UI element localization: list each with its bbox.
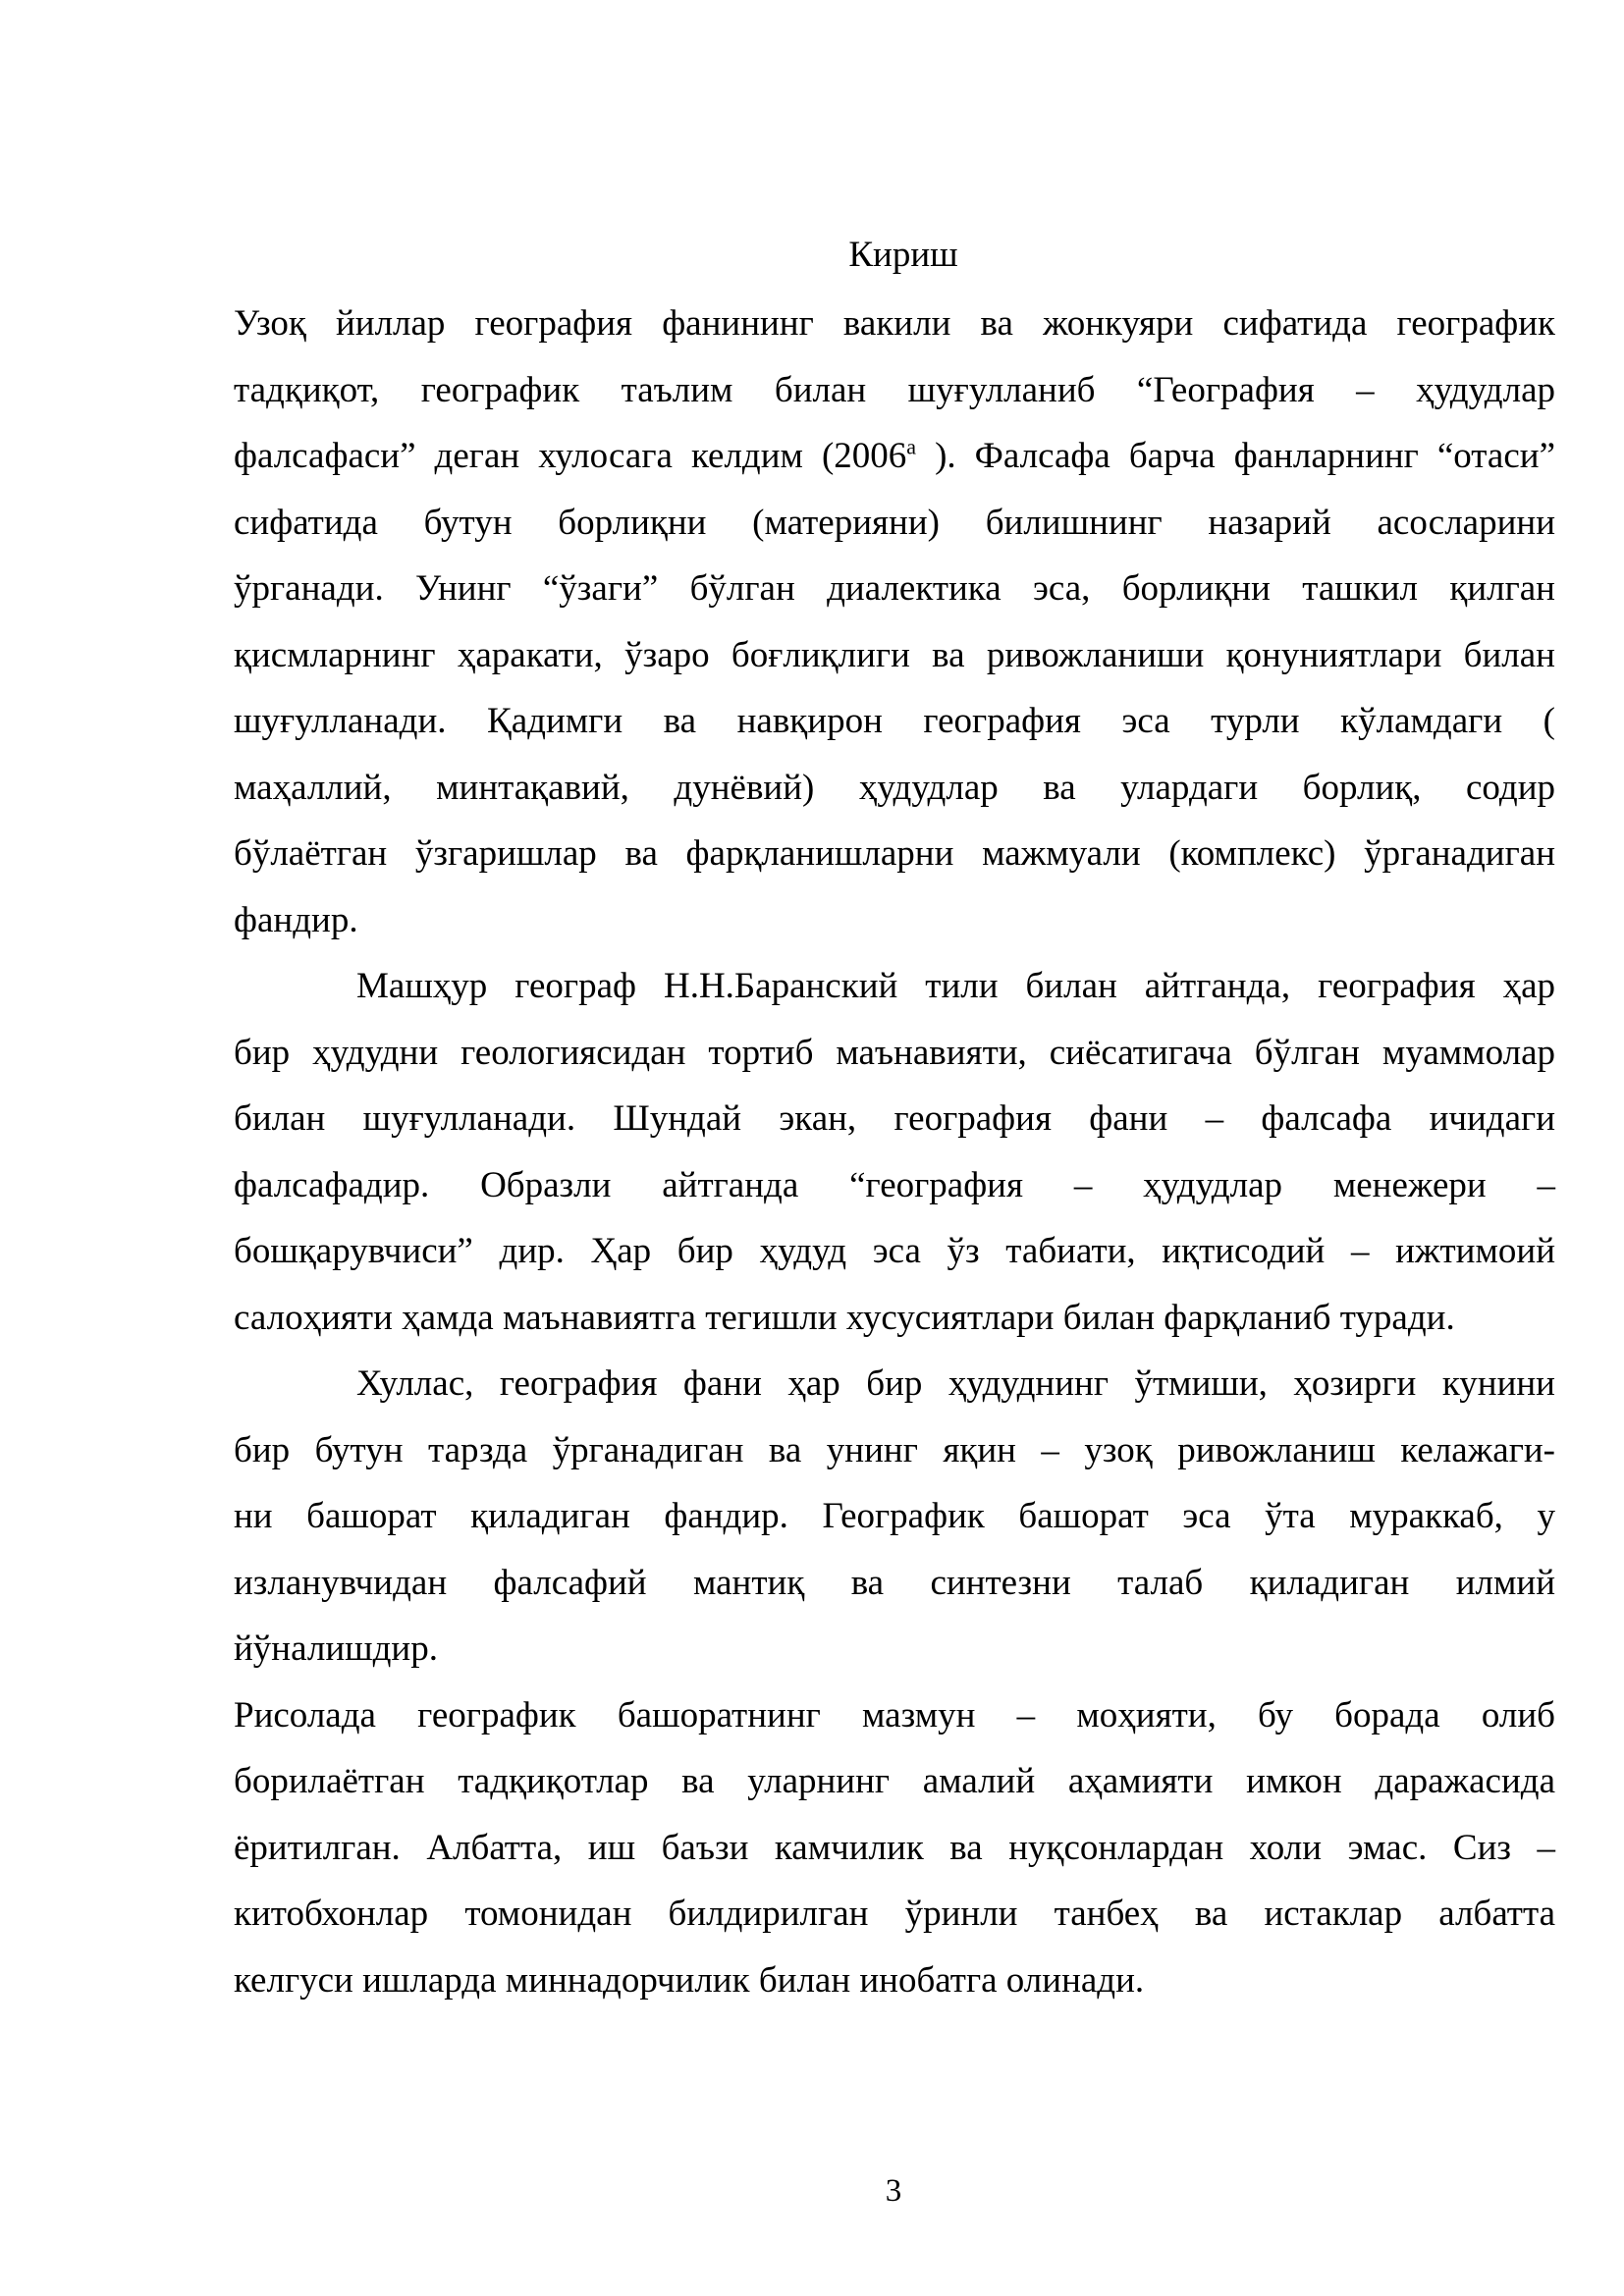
text-line: салоҳияти ҳамда маънавиятга тегишли хусусиятлари билан фарқланиб туради. <box>234 1297 1455 1338</box>
paragraph <box>234 1351 1555 1682</box>
text-line: изланувчидан фалсафий мантиқ ва синтезни талаб қиладиган илмий <box>234 1562 1555 1603</box>
text-line: фалсафадир. Образли айтганда “география – ҳудудлар менежери – <box>234 1164 1555 1205</box>
body-text <box>234 291 1555 2013</box>
page-number: 3 <box>885 2173 902 2209</box>
text-line: Узоқ йиллар география фанининг вакили ва жонкуяри сифатида географик <box>234 303 1555 344</box>
text-line: китобхонлар томонидан билдирилган ўринли танбеҳ ва истаклар албатта <box>234 1894 1555 1934</box>
paragraph <box>234 291 1555 953</box>
text-line: бошқарувчиси” дир. Ҳар бир ҳудуд эса ўз табиати, иқтисодий – ижтимоий <box>234 1231 1555 1271</box>
text-line: Машҳур географ Н.Н.Баранский тили билан айтганда, география ҳар <box>356 966 1555 1006</box>
paragraph <box>234 953 1555 1351</box>
text-line: бўлаётган ўзгаришлар ва фарқланишларни мажмуали (комплекс) ўрганадиган <box>234 833 1555 874</box>
text-line: тадқиқот, географик таълим билан шуғулланиб “География – ҳудудлар <box>234 369 1555 410</box>
text-line: бир бутун тарзда ўрганадиган ва унинг яқин – узоқ ривожланиш келажаги- <box>234 1429 1555 1470</box>
text-line: фандир. <box>234 899 358 940</box>
text-line: сифатида бутун борлиқни (материяни) билишнинг назарий асосларини <box>234 502 1555 543</box>
text-line: Хуллас, география фани ҳар бир ҳудуднинг ўтмиши, ҳозирги кунини <box>356 1363 1555 1404</box>
text-line: маҳаллий, минтақавий, дунёвий) ҳудудлар ва улардаги борлиқ, содир <box>234 767 1555 808</box>
text-line: билан шуғулланади. Шундай экан, география фани – фалсафа ичидаги <box>234 1098 1555 1139</box>
paragraph <box>234 1682 1555 2014</box>
text-line: шуғулланади. Қадимги ва навқирон география эса турли кўламдаги ( <box>234 701 1555 741</box>
section-heading: Кириш <box>848 235 958 275</box>
text-fragment: ). Фалсафа барча фанларнинг “отаси” <box>916 436 1555 476</box>
text-line: келгуси ишларда миннадорчилик билан инобатга олинади. <box>234 1959 1145 2001</box>
text-line: Рисолада географик башоратнинг мазмун – моҳияти, бу борада олиб <box>234 1694 1555 1735</box>
text-line: ўрганади. Унинг “ўзаги” бўлган диалектика эса, борлиқни ташкил қилган <box>234 568 1555 609</box>
text-line: қисмларнинг ҳаракати, ўзаро боғлиқлиги ва ривожланиши қонуниятлари билан <box>234 634 1555 675</box>
text-line: борилаётган тадқиқотлар ва уларнинг амалий аҳамияти имкон даражасида <box>234 1761 1555 1801</box>
text-line <box>234 423 1555 490</box>
footnote-marker: а <box>906 434 917 459</box>
text-line: йўналишдир. <box>234 1629 438 1669</box>
text-line: ёритилган. Албатта, иш баъзи камчилик ва нуқсонлардан холи эмас. Сиз – <box>234 1827 1555 1868</box>
text-line: бир ҳудудни геологиясидан тортиб маънавияти, сиёсатигача бўлган муаммолар <box>234 1032 1555 1073</box>
text-fragment: фалсафаси” деган хулосага келдим (2006 <box>234 436 907 476</box>
text-line: ни башорат қиладиган фандир. Географик башорат эса ўта мураккаб, у <box>234 1496 1555 1536</box>
